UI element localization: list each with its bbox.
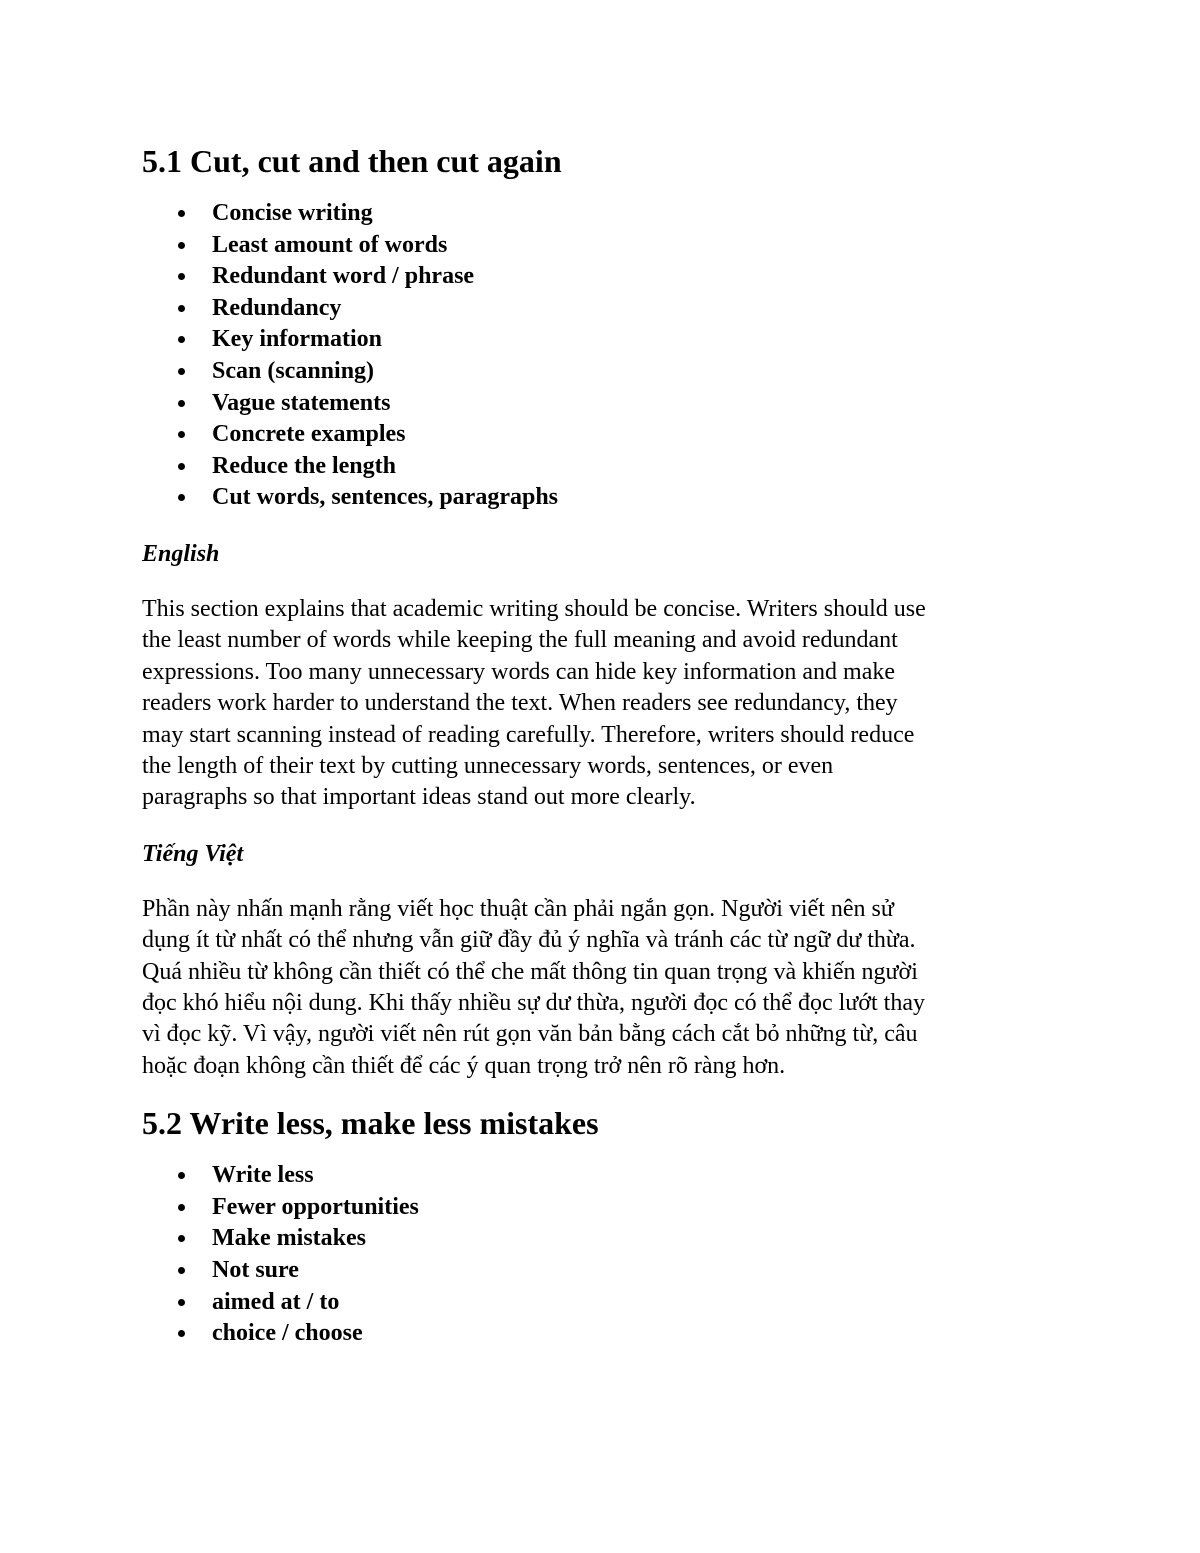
paragraph-line: may start scanning instead of reading carefully. Therefore, writers should reduce [142, 721, 915, 748]
vietnamese-paragraph [142, 894, 1062, 1082]
list-item: Reduce the length [212, 451, 1062, 483]
list-item: Not sure [212, 1255, 1062, 1287]
english-paragraph [142, 594, 1062, 814]
list-item: Key information [212, 324, 1062, 356]
english-heading: English [142, 540, 220, 567]
paragraph-line: Phần này nhấn mạnh rằng viết học thuật cần phải ngắn gọn. Người viết nên sử [142, 895, 894, 922]
list-item: Redundancy [212, 293, 1062, 325]
list-item: choice / choose [212, 1318, 1062, 1350]
list-item: Redundant word / phrase [212, 261, 1062, 293]
section-5-2 [142, 1100, 1062, 1350]
paragraph-line: đọc khó hiểu nội dung. Khi thấy nhiều sự dư thừa, người đọc có thể đọc lướt thay [142, 990, 925, 1016]
list-item: Cut words, sentences, paragraphs [212, 482, 1062, 514]
section-5-1-title: 5.1 Cut, cut and then cut again [142, 143, 562, 179]
list-item: aimed at / to [212, 1287, 1062, 1319]
paragraph-line: Quá nhiều từ không cần thiết có thể che mất thông tin quan trọng và khiến người [142, 958, 918, 985]
document-content [142, 138, 1062, 1350]
list-item: Concise writing [212, 198, 1062, 230]
section-5-2-title: 5.2 Write less, make less mistakes [142, 1105, 599, 1142]
paragraph-line: the least number of words while keeping the full meaning and avoid redundant [142, 627, 898, 654]
paragraph-line: the length of their text by cutting unnecessary words, sentences, or even [142, 752, 834, 779]
paragraph-line: This section explains that academic writing should be concise. Writers should use [142, 595, 926, 622]
paragraph-line: hoặc đoạn không cần thiết để các ý quan trọng trở nên rõ ràng hơn. [142, 1052, 786, 1079]
list-item: Least amount of words [212, 230, 1062, 262]
paragraph-line: paragraphs so that important ideas stand out more clearly. [142, 784, 696, 811]
list-item: Scan (scanning) [212, 356, 1062, 388]
section-5-1 [142, 138, 1062, 1082]
vietnamese-heading: Tiếng Việt [142, 840, 244, 867]
paragraph-line: readers work harder to understand the text. When readers see redundancy, they [142, 690, 898, 717]
list-item: Make mistakes [212, 1223, 1062, 1255]
paragraph-line: dụng ít từ nhất có thể nhưng vẫn giữ đầy đủ ý nghĩa và tránh các từ ngữ dư thừa. [142, 927, 916, 954]
section-5-1-keyword-list [142, 198, 1062, 514]
list-item: Fewer opportunities [212, 1192, 1062, 1224]
list-item: Write less [212, 1160, 1062, 1192]
list-item: Concrete examples [212, 419, 1062, 451]
paragraph-line: vì đọc kỹ. Vì vậy, người viết nên rút gọn văn bản bằng cách cắt bỏ những từ, câu [142, 1021, 918, 1048]
list-item: Vague statements [212, 388, 1062, 420]
section-5-2-keyword-list [142, 1160, 1062, 1350]
paragraph-line: expressions. Too many unnecessary words can hide key information and make [142, 658, 896, 685]
